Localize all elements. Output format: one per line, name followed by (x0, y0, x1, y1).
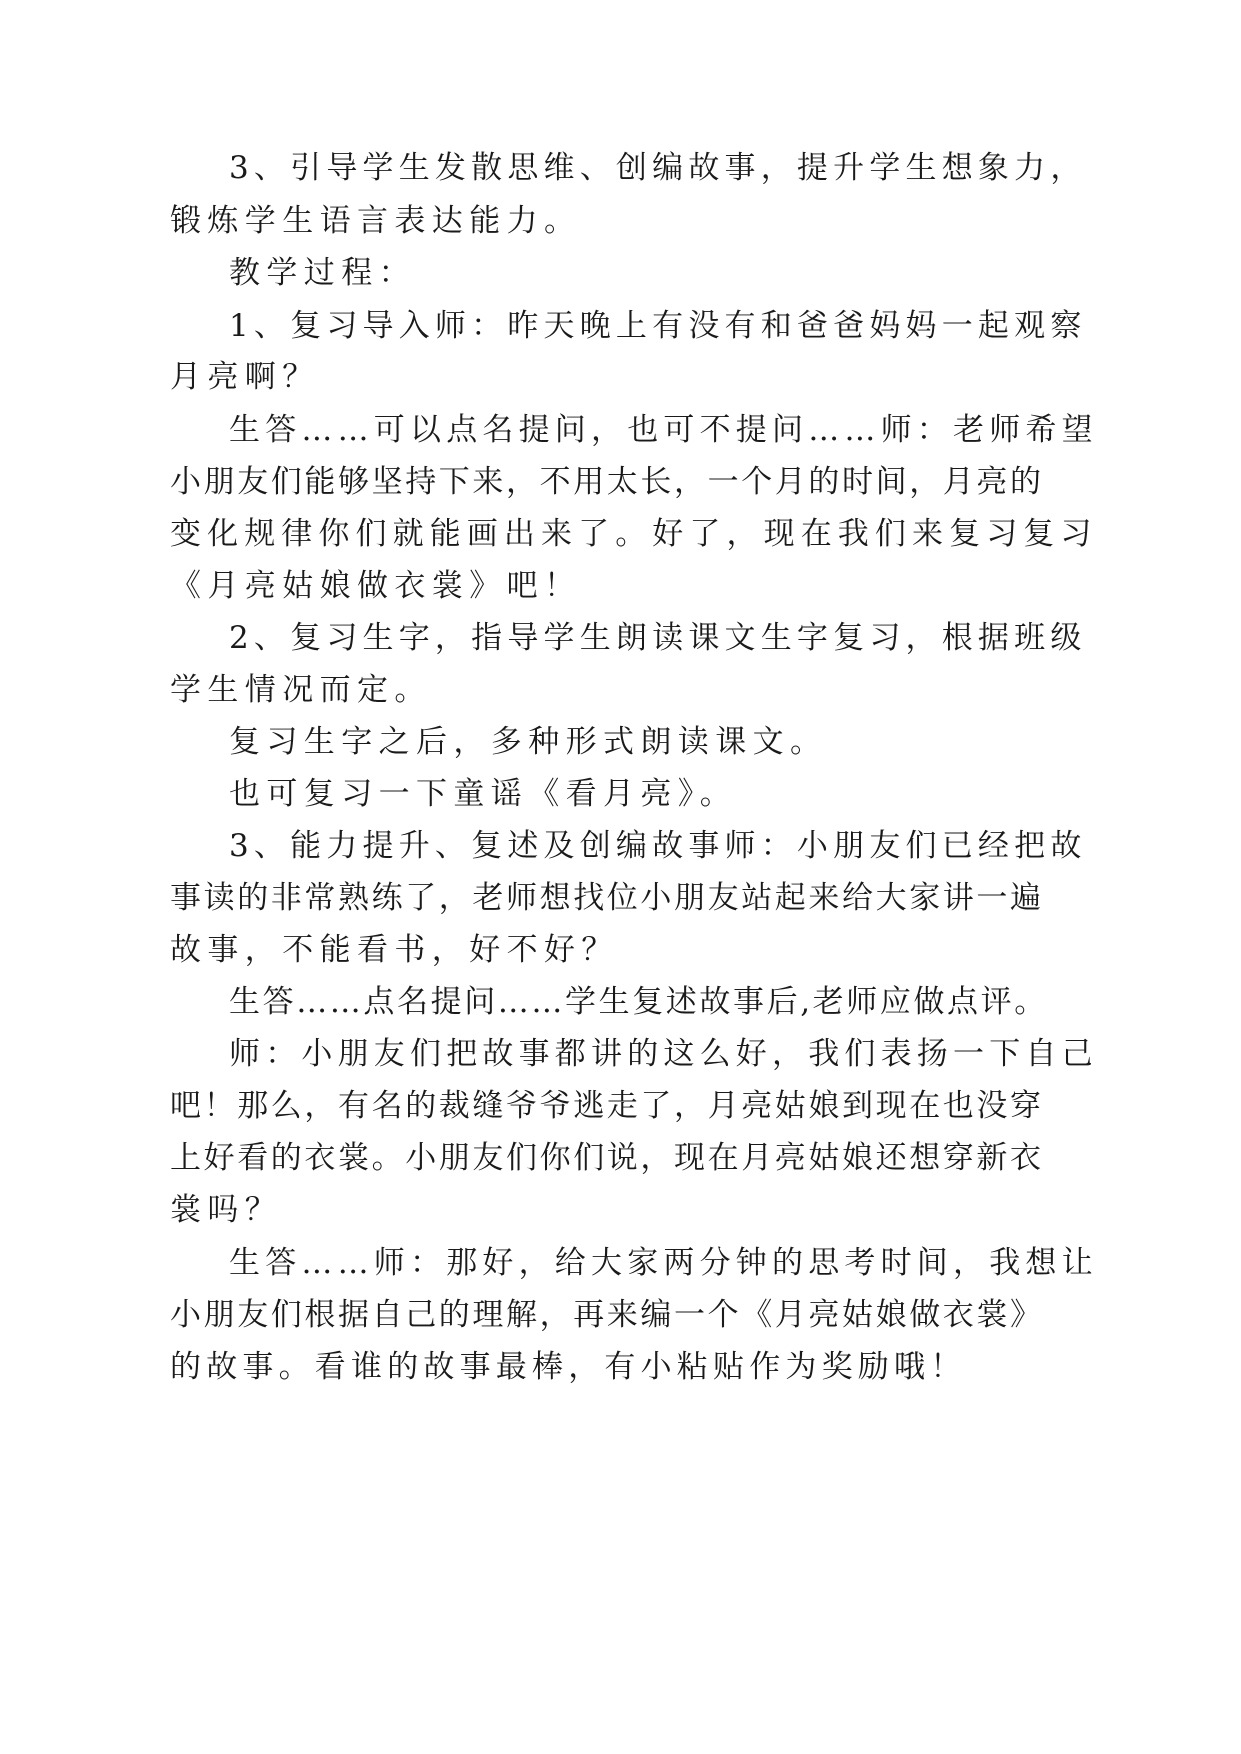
text-line: 的故事。看谁的故事最棒，有小粘贴作为奖励哦！ (170, 1349, 967, 1385)
text-line: 上好看的衣裳。小朋友们你们说，现在月亮姑娘还想穿新衣 (170, 1140, 1044, 1176)
text-line: 裳吗？ (170, 1192, 283, 1228)
text-line: 生答……师：那好，给大家两分钟的思考时间，我想让 (229, 1245, 1098, 1281)
text-line: 复习生字之后，多种形式朗读课文。 (229, 724, 828, 760)
text-line: 3、能力提升、复述及创编故事师：小朋友们已经把故 (229, 828, 1087, 864)
text-line: 变化规律你们就能画出来了。好了，现在我们来复习复习 (170, 516, 1098, 552)
text-line: 生答……点名提问……学生复述故事后,老师应做点评。 (229, 984, 1048, 1020)
text-line: 3、引导学生发散思维、创编故事，提升学生想象力， (229, 150, 1087, 186)
text-line: 故事，不能看书，好不好？ (170, 932, 619, 968)
text-line: 1、复习导入师：昨天晚上有没有和爸爸妈妈一起观察 (229, 308, 1087, 344)
text-line: 小朋友们能够坚持下来，不用太长，一个月的时间，月亮的 (170, 464, 1044, 500)
text-line: 2、复习生字，指导学生朗读课文生字复习，根据班级 (229, 620, 1087, 656)
text-line: 吧！那么，有名的裁缝爷爷逃走了，月亮姑娘到现在也没穿 (170, 1088, 1044, 1124)
text-line: 教学过程： (229, 255, 416, 291)
text-line: 《月亮姑娘做衣裳》吧！ (170, 568, 582, 604)
text-line: 生答……可以点名提问，也可不提问……师：老师希望 (229, 412, 1098, 448)
text-line: 月亮啊？ (170, 359, 320, 395)
text-line: 学生情况而定。 (170, 672, 432, 708)
text-line: 小朋友们根据自己的理解，再来编一个《月亮姑娘做衣裳》 (170, 1297, 1044, 1333)
text-line: 师：小朋友们把故事都讲的这么好，我们表扬一下自己 (229, 1036, 1098, 1072)
text-line: 也可复习一下童谣《看月亮》。 (229, 776, 738, 812)
text-line: 事读的非常熟练了，老师想找位小朋友站起来给大家讲一遍 (170, 880, 1044, 916)
text-line: 锻炼学生语言表达能力。 (170, 203, 582, 239)
